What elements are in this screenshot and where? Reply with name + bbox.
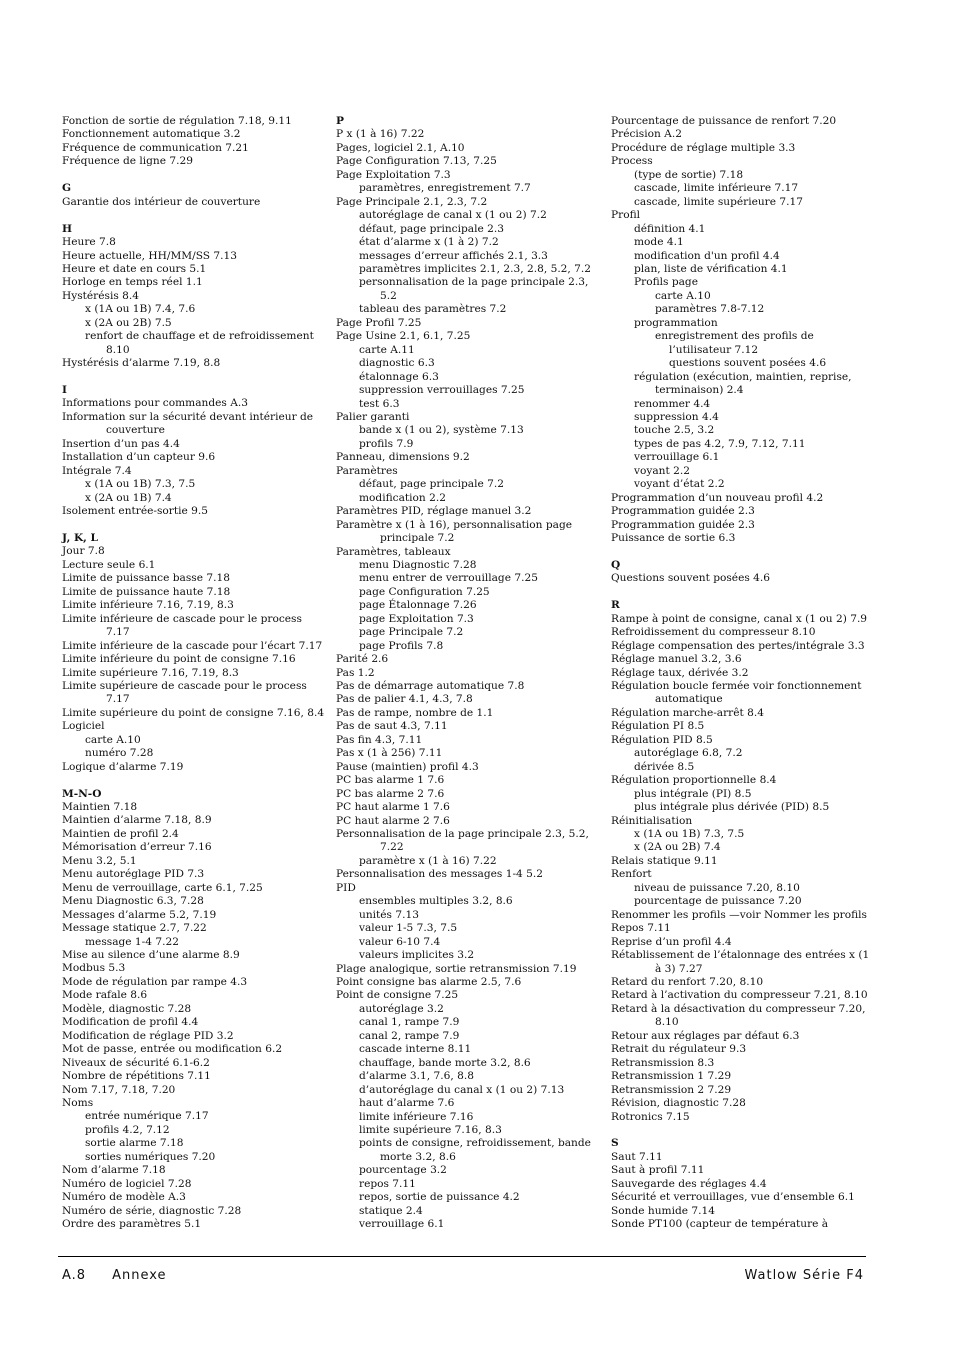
index-letter-heading: Q — [611, 558, 621, 571]
index-entry: Profils page — [634, 276, 698, 289]
index-entry: Sauvegarde des réglages 4.4 — [611, 1177, 767, 1190]
index-entry: Limite supérieure du point de consigne 7.16, 8.4 — [62, 706, 325, 719]
index-entry: Repos 7.11 — [611, 922, 671, 935]
index-entry: Procédure de réglage multiple 3.3 — [611, 141, 796, 154]
index-entry: suppression 4.4 — [634, 410, 719, 423]
index-entry: couverture — [106, 424, 165, 437]
index-entry: x (2A ou 2B) 7.5 — [85, 316, 172, 329]
index-entry: valeurs implicites 3.2 — [359, 949, 475, 962]
index-entry: diagnostic 6.3 — [359, 357, 435, 370]
index-entry: Page Usine 2.1, 6.1, 7.25 — [336, 330, 471, 343]
index-entry: Niveaux de sécurité 6.1-6.2 — [62, 1056, 210, 1069]
index-entry: Réglage compensation des pertes/intégrale 3.3 — [611, 639, 865, 652]
index-entry: 7.17 — [106, 626, 130, 639]
index-entry: Régulation PI 8.5 — [611, 720, 705, 733]
index-entry: pourcentage de puissance 7.20 — [634, 895, 802, 908]
index-entry: autoréglage 3.2 — [359, 1002, 444, 1015]
index-entry: Limite supérieure 7.16, 7.19, 8.3 — [62, 666, 239, 679]
index-entry: Pas fin 4.3, 7.11 — [336, 733, 423, 746]
index-entry: Menu Diagnostic 6.3, 7.28 — [62, 895, 204, 908]
index-entry: paramètre x (1 à 16) 7.22 — [359, 854, 497, 867]
index-entry: Logiciel — [62, 720, 105, 733]
index-entry: niveau de puissance 7.20, 8.10 — [634, 881, 800, 894]
index-entry: Heure 7.8 — [62, 236, 116, 249]
index-entry: Menu autoréglage PID 7.3 — [62, 868, 205, 881]
index-entry: PC haut alarme 1 7.6 — [336, 801, 450, 814]
index-entry: chauffage, bande morte 3.2, 8.6 — [359, 1056, 531, 1069]
index-entry: PC haut alarme 2 7.6 — [336, 814, 450, 827]
index-entry: page Configuration 7.25 — [359, 585, 490, 598]
index-entry: principale 7.2 — [380, 532, 455, 545]
index-letter-heading: I — [62, 384, 67, 397]
index-entry: limite supérieure 7.16, 8.3 — [359, 1123, 502, 1136]
index-entry: canal 1, rampe 7.9 — [359, 1016, 460, 1029]
spacer — [611, 1124, 873, 1137]
index-entry: Insertion d’un pas 4.4 — [62, 437, 180, 450]
index-entry: Retransmission 2 7.29 — [611, 1083, 732, 1096]
index-entry: Révision, diagnostic 7.28 — [611, 1097, 746, 1110]
index-entry: Heure actuelle, HH/MM/SS 7.13 — [62, 249, 238, 262]
index-entry: verrouillage 6.1 — [359, 1218, 445, 1231]
index-entry: PID — [336, 881, 356, 894]
index-letter-heading: S — [611, 1137, 619, 1150]
index-entry: modification d'un profil 4.4 — [634, 249, 780, 262]
index-entry: Lecture seule 6.1 — [62, 558, 156, 571]
index-entry: Limite supérieure de cascade pour le process — [62, 679, 307, 692]
index-entry: questions souvent posées 4.6 — [669, 357, 827, 370]
index-entry: PC bas alarme 1 7.6 — [336, 774, 445, 787]
index-entry: page Profils 7.8 — [359, 639, 444, 652]
index-entry: Plage analogique, sortie retransmission 7.19 — [336, 962, 577, 975]
index-entry: Page Configuration 7.13, 7.25 — [336, 155, 497, 168]
index-entry: défaut, page principale 2.3 — [359, 222, 504, 235]
index-entry: voyant d’état 2.2 — [634, 478, 725, 491]
index-entry: Retrait du régulateur 9.3 — [611, 1043, 747, 1056]
index-entry: Retour aux réglages par défaut 6.3 — [611, 1029, 800, 1042]
index-entry: Personnalisation de la page principale 2.3, 5.2, — [336, 828, 589, 841]
index-entry: Limite inférieure du point de consigne 7.16 — [62, 653, 296, 666]
index-entry: Modbus 5.3 — [62, 962, 126, 975]
index-entry: Limite de puissance basse 7.18 — [62, 572, 230, 585]
index-entry: Paramètres — [336, 464, 398, 477]
index-entry: Fréquence de ligne 7.29 — [62, 155, 193, 168]
index-entry: ensembles multiples 3.2, 8.6 — [359, 895, 513, 908]
index-entry: Maintien de profil 2.4 — [62, 827, 179, 840]
index-entry: Retard du renfort 7.20, 8.10 — [611, 975, 764, 988]
index-entry: mode 4.1 — [634, 236, 684, 249]
index-entry: numéro 7.28 — [85, 747, 154, 760]
index-entry: Rotronics 7.15 — [611, 1110, 690, 1123]
footer-left — [62, 1268, 193, 1283]
index-entry: Rampe à point de consigne, canal x (1 ou 2) 7.9 — [611, 612, 868, 625]
index-entry: Numéro de logiciel 7.28 — [62, 1177, 192, 1190]
index-entry: messages d’erreur affichés 2.1, 3.3 — [359, 249, 548, 262]
index-entry: paramètres 7.8-7.12 — [655, 303, 765, 316]
index-letter-heading: P — [336, 115, 344, 127]
index-entry: Retransmission 8.3 — [611, 1056, 715, 1069]
index-entry: Pas 1.2 — [336, 666, 375, 679]
index-entry: Pourcentage de puissance de renfort 7.20 — [611, 115, 837, 127]
index-entry: dérivée 8.5 — [634, 760, 695, 773]
index-entry: tableau des paramètres 7.2 — [359, 303, 507, 316]
index-entry: repos, sortie de puissance 4.2 — [359, 1191, 520, 1204]
index-entry: autoréglage de canal x (1 ou 2) 7.2 — [359, 209, 547, 222]
index-entry: Paramètres, tableaux — [336, 545, 451, 558]
index-letter-heading: G — [62, 182, 72, 195]
index-entry: Sonde PT100 (capteur de température à — [611, 1218, 829, 1231]
index-entry: étalonnage 6.3 — [359, 370, 439, 383]
index-entry: Régulation boucle fermée voir fonctionnement — [611, 680, 862, 692]
index-entry: Retard à la désactivation du compresseur 7.20, — [611, 1002, 866, 1015]
index-entry: Saut à profil 7.11 — [611, 1164, 705, 1177]
index-entry: Point de consigne 7.25 — [336, 989, 459, 1002]
index-entry: touche 2.5, 3.2 — [634, 424, 715, 437]
index-entry: cascade, limite inférieure 7.17 — [634, 182, 799, 195]
index-entry: Message statique 2.7, 7.22 — [62, 922, 207, 935]
index-entry: Saut 7.11 — [611, 1150, 663, 1163]
index-entry: Programmation guidée 2.3 — [611, 505, 755, 518]
index-entry: 8.10 — [106, 343, 130, 356]
page-number: A.8 — [62, 1268, 87, 1283]
index-entry: Point consigne bas alarme 2.5, 7.6 — [336, 976, 522, 988]
index-entry: Information sur la sécurité devant intérieur de — [62, 410, 314, 423]
index-entry: points de consigne, refroidissement, bande — [359, 1137, 591, 1150]
index-entry: paramètres implicites 2.1, 2.3, 2.8, 5.2, 7.2 — [359, 262, 592, 275]
index-entry: d’alarme 3.1, 7.6, 8.8 — [359, 1070, 474, 1083]
index-entry: sortie alarme 7.18 — [85, 1137, 184, 1150]
spacer — [62, 371, 324, 384]
index-entry: Sécurité et verrouillages, vue d’ensemble 6.1 — [611, 1191, 855, 1204]
index-entry: automatique — [655, 693, 723, 706]
index-entry: bande x (1 ou 2), système 7.13 — [359, 424, 524, 437]
index-entry: l’utilisateur 7.12 — [669, 343, 759, 356]
index-entry: Réglage manuel 3.2, 3.6 — [611, 653, 742, 666]
index-entry: menu entrer de verrouillage 7.25 — [359, 572, 538, 585]
index-entry: cascade interne 8.11 — [359, 1043, 472, 1056]
index-entry: repos 7.11 — [359, 1177, 416, 1190]
spacer — [62, 169, 324, 182]
index-entry: statique 2.4 — [359, 1204, 423, 1217]
index-entry: x (2A ou 1B) 7.4 — [85, 491, 172, 504]
index-entry: Pas x (1 à 256) 7.11 — [336, 747, 443, 760]
index-entry: Reprise d’un profil 4.4 — [611, 935, 732, 948]
index-entry: Mode de régulation par rampe 4.3 — [62, 975, 248, 988]
index-entry: x (2A ou 2B) 7.4 — [634, 841, 721, 854]
index-entry: régulation (exécution, maintien, reprise, — [634, 370, 852, 383]
index-entry: carte A.10 — [85, 733, 141, 746]
index-entry: canal 2, rampe 7.9 — [359, 1029, 460, 1042]
index-entry: Pas de rampe, nombre de 1.1 — [336, 706, 494, 719]
index-entry: définition 4.1 — [634, 222, 706, 235]
index-entry: Nom d’alarme 7.18 — [62, 1164, 166, 1177]
index-entry: Page Profil 7.25 — [336, 316, 422, 329]
index-entry: Rétablissement de l’étalonnage des entrées x (1 — [611, 949, 870, 962]
index-entry: Programmation guidée 2.3 — [611, 518, 755, 531]
index-entry: x (1A ou 1B) 7.3, 7.5 — [85, 478, 196, 491]
index-entry: Fonctionnement automatique 3.2 — [62, 128, 241, 141]
index-entry: paramètres, enregistrement 7.7 — [359, 182, 531, 195]
index-entry: Palier garanti — [336, 410, 410, 423]
index-entry: Maintien 7.18 — [62, 801, 138, 814]
index-entry: Mot de passe, entrée ou modification 6.2 — [62, 1043, 283, 1056]
index-entry: enregistrement des profils de — [655, 330, 814, 343]
index-entry: morte 3.2, 8.6 — [380, 1150, 456, 1163]
index-entry: cascade, limite supérieure 7.17 — [634, 195, 803, 208]
index-entry: Hystérésis d’alarme 7.19, 8.8 — [62, 357, 221, 370]
index-entry: Menu 3.2, 5.1 — [62, 854, 137, 867]
index-entry: Renommer les profils —voir Nommer les profils — [611, 908, 867, 921]
index-entry: renfort de chauffage et de refroidissement — [85, 330, 314, 343]
index-entry: plus intégrale (PI) 8.5 — [634, 787, 752, 800]
index-entry: Modèle, diagnostic 7.28 — [62, 1002, 192, 1015]
index-entry: voyant 2.2 — [634, 464, 690, 477]
index-entry: Nom 7.17, 7.18, 7.20 — [62, 1083, 176, 1096]
index-entry: Heure et date en cours 5.1 — [62, 262, 207, 275]
index-entry: Logique d’alarme 7.19 — [62, 760, 184, 773]
index-entry: état d’alarme x (1 à 2) 7.2 — [359, 236, 499, 249]
index-entry: 5.2 — [380, 289, 397, 302]
index-entry: modification 2.2 — [359, 491, 446, 504]
index-entry: unités 7.13 — [359, 908, 419, 921]
index-entry: Limite inférieure de la cascade pour l’écart 7.17 — [62, 639, 323, 652]
index-entry: page Principale 7.2 — [359, 626, 464, 639]
index-column-2 — [336, 115, 598, 1232]
index-entry: Retransmission 1 7.29 — [611, 1070, 732, 1083]
index-entry: Maintien d’alarme 7.18, 8.9 — [62, 814, 212, 827]
index-entry: Paramètres PID, réglage manuel 3.2 — [336, 505, 532, 518]
index-entry: 7.17 — [106, 693, 130, 706]
index-entry: Pas de palier 4.1, 4.3, 7.8 — [336, 693, 473, 706]
index-entry: Profil — [611, 209, 641, 222]
index-entry: pourcentage 3.2 — [359, 1164, 447, 1177]
index-entry: Mode rafale 8.6 — [62, 989, 148, 1002]
index-entry: types de pas 4.2, 7.9, 7.12, 7.11 — [634, 437, 806, 450]
index-entry: Modification de réglage PID 3.2 — [62, 1029, 234, 1042]
index-entry: P x (1 à 16) 7.22 — [336, 128, 425, 141]
spacer — [62, 519, 324, 532]
index-entry: Isolement entrée-sortie 9.5 — [62, 505, 208, 518]
spacer — [611, 546, 873, 559]
index-entry: Mémorisation d’erreur 7.16 — [62, 841, 212, 854]
index-entry: renommer 4.4 — [634, 397, 711, 410]
index-entry: Mise au silence d’une alarme 8.9 — [62, 949, 240, 962]
spacer — [611, 586, 873, 599]
index-entry: profils 4.2, 7.12 — [85, 1123, 170, 1136]
index-column-3 — [611, 115, 873, 1232]
index-entry: Régulation marche-arrêt 8.4 — [611, 706, 764, 719]
index-entry: Page Exploitation 7.3 — [336, 168, 451, 181]
index-entry: Fonction de sortie de régulation 7.18, 9.11 — [62, 115, 292, 127]
footer-rule — [58, 1256, 866, 1257]
index-entry: défaut, page principale 7.2 — [359, 478, 504, 491]
index-entry: valeur 1-5 7.3, 7.5 — [359, 922, 458, 935]
index-entry: Intégrale 7.4 — [62, 464, 132, 477]
index-entry: Refroidissement du compresseur 8.10 — [611, 626, 816, 639]
index-entry: Panneau, dimensions 9.2 — [336, 451, 470, 464]
index-entry: page Exploitation 7.3 — [359, 612, 474, 625]
index-column-1 — [62, 115, 324, 1232]
index-entry: carte A.10 — [655, 289, 711, 302]
index-entry: Page Principale 2.1, 2.3, 7.2 — [336, 195, 488, 208]
index-entry: autoréglage 6.8, 7.2 — [634, 747, 743, 760]
index-entry: Programmation d’un nouveau profil 4.2 — [611, 491, 824, 504]
footer-product: Watlow Série F4 — [744, 1268, 864, 1283]
index-entry: message 1-4 7.22 — [85, 935, 179, 948]
index-entry: page Étalonnage 7.26 — [359, 599, 477, 612]
index-entry: terminaison) 2.4 — [655, 384, 744, 397]
index-entry: Process — [611, 155, 653, 168]
index-entry: Personnalisation des messages 1-4 5.2 — [336, 868, 543, 881]
index-entry: Garantie dos intérieur de couverture — [62, 195, 261, 208]
index-entry: Modification de profil 4.4 — [62, 1016, 199, 1029]
index-entry: (type de sortie) 7.18 — [634, 168, 744, 181]
index-entry: Limite inférieure de cascade pour le process — [62, 612, 302, 625]
index-entry: Relais statique 9.11 — [611, 854, 718, 867]
index-entry: Régulation PID 8.5 — [611, 733, 713, 746]
index-entry: Pages, logiciel 2.1, A.10 — [336, 141, 465, 154]
index-entry: Installation d’un capteur 9.6 — [62, 451, 216, 464]
index-entry: suppression verrouillages 7.25 — [359, 384, 525, 397]
index-entry: d’autoréglage du canal x (1 ou 2) 7.13 — [359, 1083, 565, 1096]
index-entry: valeur 6-10 7.4 — [359, 935, 441, 948]
index-entry: Numéro de série, diagnostic 7.28 — [62, 1204, 242, 1217]
index-entry: Messages d’alarme 5.2, 7.19 — [62, 908, 217, 921]
index-letter-heading: H — [62, 222, 73, 235]
index-entry: Questions souvent posées 4.6 — [611, 572, 770, 585]
index-entry: Ordre des paramètres 5.1 — [62, 1218, 202, 1231]
index-entry: Sonde humide 7.14 — [611, 1204, 715, 1217]
index-entry: entrée numérique 7.17 — [85, 1110, 209, 1123]
index-entry: plus intégrale plus dérivée (PID) 8.5 — [634, 801, 830, 814]
index-entry: Retard à l’activation du compresseur 7.21, 8.10 — [611, 989, 868, 1002]
index-entry: carte A.11 — [359, 343, 415, 356]
index-entry: Hystérésis 8.4 — [62, 289, 139, 302]
index-entry: Réinitialisation — [611, 814, 693, 827]
index-entry: Nombre de répétitions 7.11 — [62, 1070, 211, 1083]
index-entry: Noms — [62, 1097, 94, 1109]
index-entry: Précision A.2 — [611, 128, 682, 141]
index-entry: test 6.3 — [359, 397, 400, 410]
index-entry: profils 7.9 — [359, 437, 414, 450]
index-entry: verrouillage 6.1 — [634, 451, 720, 464]
spacer — [62, 209, 324, 222]
index-letter-heading: M-N-O — [62, 787, 102, 800]
index-entry: x (1A ou 1B) 7.3, 7.5 — [634, 827, 745, 840]
index-entry: plan, liste de vérification 4.1 — [634, 262, 788, 275]
index-entry: Limite inférieure 7.16, 7.19, 8.3 — [62, 599, 234, 612]
index-entry: Fréquence de communication 7.21 — [62, 141, 249, 154]
index-entry: menu Diagnostic 7.28 — [359, 558, 477, 571]
index-entry: 8.10 — [655, 1016, 679, 1029]
index-entry: Pause (maintien) profil 4.3 — [336, 760, 479, 773]
index-entry: 7.22 — [380, 841, 404, 854]
index-entry: à 3) 7.27 — [655, 962, 703, 975]
index-entry: Parité 2.6 — [336, 653, 389, 666]
index-entry: sorties numériques 7.20 — [85, 1150, 216, 1163]
index-entry: limite inférieure 7.16 — [359, 1110, 474, 1123]
index-entry: Pas de démarrage automatique 7.8 — [336, 680, 525, 693]
spacer — [62, 774, 324, 787]
index-entry: Limite de puissance haute 7.18 — [62, 585, 231, 598]
index-entry: programmation — [634, 316, 718, 329]
index-entry: PC bas alarme 2 7.6 — [336, 787, 445, 800]
index-entry: Menu de verrouillage, carte 6.1, 7.25 — [62, 881, 263, 894]
index-entry: Informations pour commandes A.3 — [62, 397, 248, 410]
index-entry: Numéro de modèle A.3 — [62, 1191, 186, 1204]
index-entry: Horloge en temps réel 1.1 — [62, 276, 203, 289]
index-entry: Pas de saut 4.3, 7.11 — [336, 720, 448, 733]
index-letter-heading: R — [611, 599, 620, 612]
section-name: Annexe — [112, 1268, 167, 1283]
index-entry: Réglage taux, dérivée 3.2 — [611, 666, 749, 679]
index-entry: Renfort — [611, 868, 652, 881]
index-entry: personnalisation de la page principale 2.3, — [359, 276, 589, 289]
index-letter-heading: J, K, L — [62, 531, 98, 544]
index-entry: Régulation proportionnelle 8.4 — [611, 774, 777, 787]
index-entry: Jour 7.8 — [62, 545, 105, 558]
index-entry: Puissance de sortie 6.3 — [611, 532, 736, 545]
index-entry: haut d’alarme 7.6 — [359, 1097, 455, 1110]
index-entry: Paramètre x (1 à 16), personnalisation page — [336, 518, 573, 531]
index-entry: x (1A ou 1B) 7.4, 7.6 — [85, 303, 196, 316]
